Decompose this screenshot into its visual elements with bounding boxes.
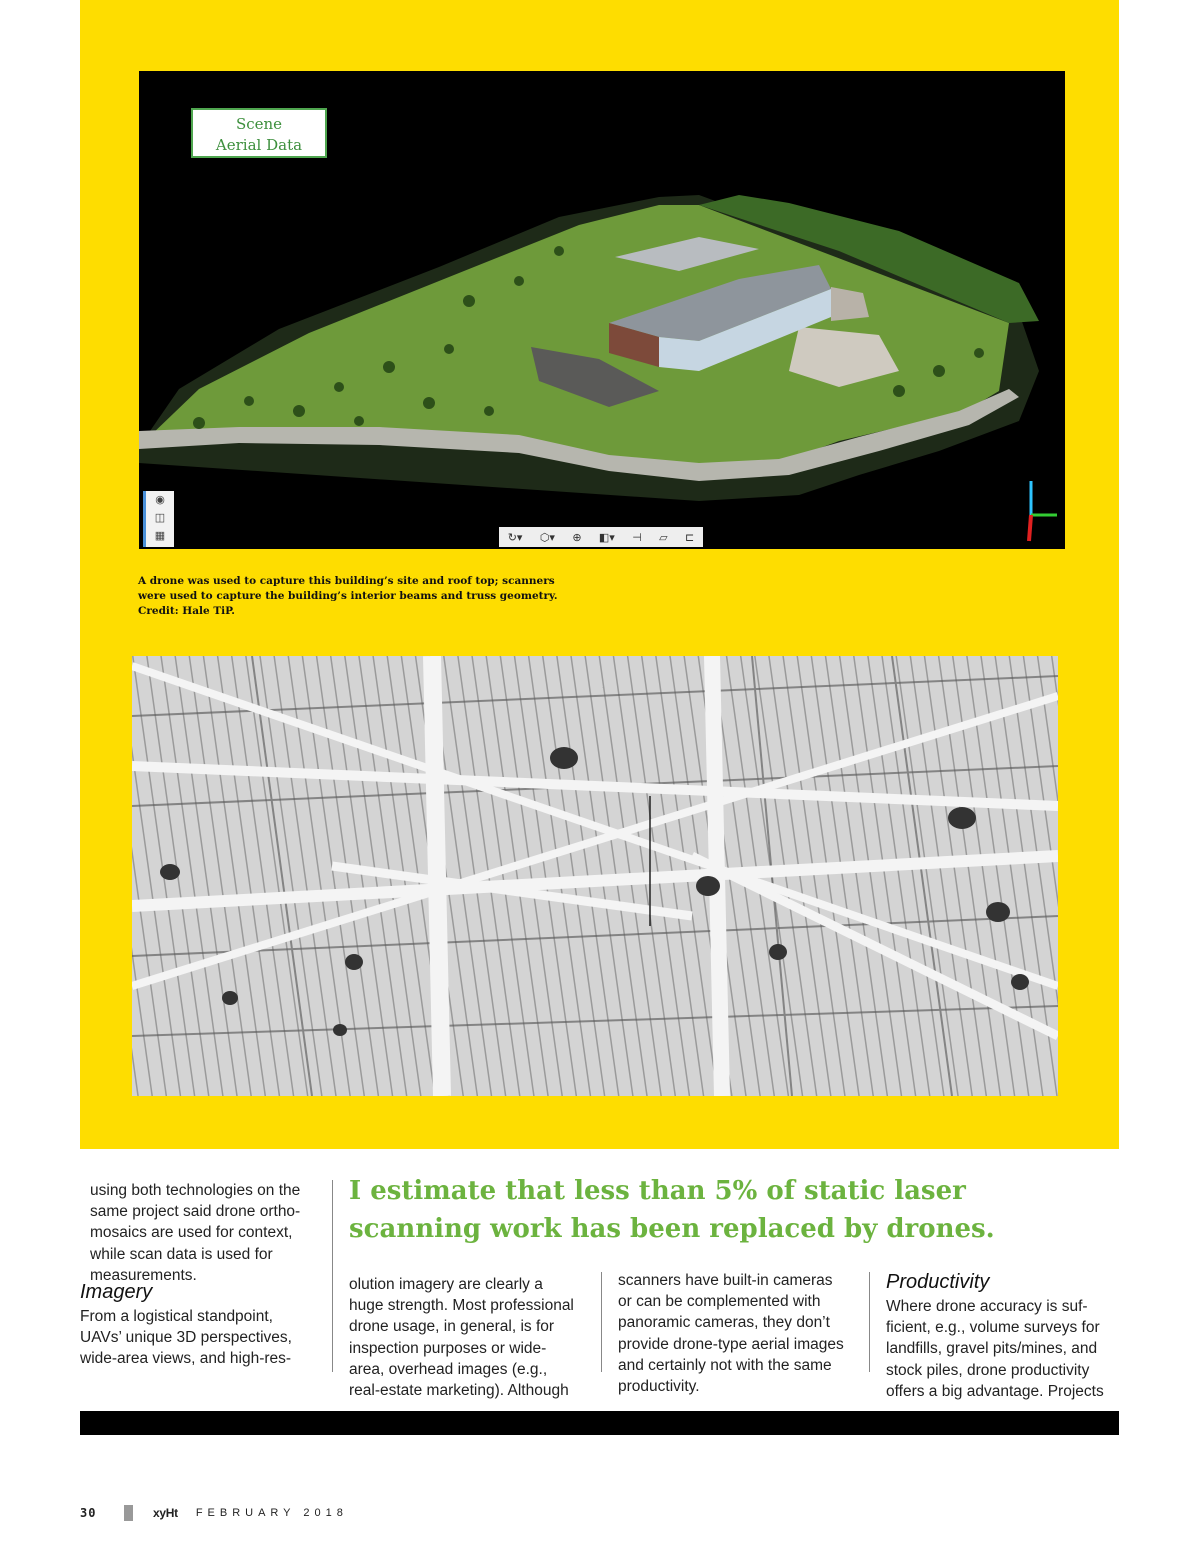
- body-line: landfills, gravel pits/mines, and: [886, 1340, 1098, 1358]
- article-column-1-bottom: [80, 1280, 315, 1370]
- viewer-side-toolbar: [143, 491, 174, 547]
- axis-gizmo-icon: [1021, 475, 1061, 545]
- eye-icon[interactable]: ◉: [155, 494, 165, 506]
- body-line: using both technologies on the: [90, 1182, 301, 1199]
- body-line: area, overhead images (e.g.,: [349, 1360, 548, 1378]
- body-line: drone usage, in general, is for: [349, 1318, 555, 1336]
- body-line: measurements.: [90, 1266, 197, 1284]
- scene-label-line-2: Aerial Data: [215, 136, 303, 154]
- body-line: olution imagery are clearly a: [349, 1276, 543, 1293]
- grid-icon[interactable]: ▦: [154, 530, 166, 542]
- box-icon[interactable]: ◧▾: [598, 531, 615, 544]
- body-line: mosaics are used for context,: [90, 1224, 293, 1242]
- body-line: UAVs’ unique 3D perspectives,: [80, 1329, 292, 1347]
- body-line: inspection purposes or wide-: [349, 1339, 547, 1357]
- scene-label-line-1: Scene: [235, 115, 283, 133]
- footer-black-bar: [80, 1411, 1119, 1435]
- body-line: provide drone-type aerial images: [618, 1335, 844, 1353]
- body-line: wide-area views, and high-res-: [80, 1350, 292, 1368]
- body-line: same project said drone ortho-: [90, 1203, 301, 1221]
- page-number: 30: [80, 1506, 97, 1520]
- body-line: ficient, e.g., volume surveys for: [886, 1319, 1100, 1337]
- column-divider: [869, 1272, 870, 1372]
- publication-name: xyHt: [153, 1506, 178, 1520]
- scene-aerial-data-label: [191, 108, 327, 158]
- body-line: offers a big advantage. Projects: [886, 1382, 1104, 1400]
- layers-icon[interactable]: ◫: [154, 512, 166, 524]
- article-column-4: [886, 1270, 1116, 1402]
- zoom-icon[interactable]: ⊕: [572, 531, 582, 544]
- pull-quote-line-1: I estimate that less than 5% of static laser: [349, 1176, 966, 1206]
- body-line: Where drone accuracy is suf-: [886, 1298, 1088, 1315]
- measure-icon[interactable]: ⊏: [685, 531, 695, 544]
- article-column-2: [349, 1274, 589, 1401]
- viewer-bottom-toolbar: [499, 527, 703, 547]
- body-line: productivity.: [618, 1378, 700, 1396]
- body-line: or can be complemented with: [618, 1293, 821, 1311]
- body-line: scanners have built-in cameras: [618, 1272, 833, 1289]
- article-column-3: [618, 1270, 858, 1397]
- body-line: From a logistical standpoint,: [80, 1308, 273, 1325]
- body-line: stock piles, drone productivity: [886, 1361, 1090, 1379]
- body-line: huge strength. Most professional: [349, 1297, 574, 1315]
- article-column-1-top: [90, 1180, 315, 1286]
- interior-scan-image: [132, 656, 1058, 1096]
- aerial-point-cloud-image: [139, 71, 1065, 549]
- pull-quote: [349, 1172, 1049, 1248]
- body-line: real-estate marketing). Although: [349, 1382, 569, 1400]
- pull-quote-line-2: scanning work has been replaced by drones.: [349, 1214, 995, 1244]
- cube-icon[interactable]: ⬡▾: [539, 531, 555, 544]
- body-line: while scan data is used for: [90, 1245, 273, 1263]
- page-footer: [80, 1503, 348, 1523]
- plane-icon[interactable]: ▱: [659, 531, 668, 544]
- body-line: and certainly not with the same: [618, 1356, 832, 1374]
- footer-divider-mark: [124, 1505, 133, 1521]
- caption-line-1: A drone was used to capture this building’s site and roof top; scanners: [138, 575, 555, 587]
- caption-line-2: were used to capture the building’s interior beams and truss geometry.: [138, 590, 558, 602]
- clip-icon[interactable]: ⊣: [632, 531, 642, 544]
- productivity-subhead: Productivity: [886, 1271, 990, 1293]
- issue-date: FEBRUARY 2018: [195, 1507, 348, 1519]
- column-divider: [332, 1180, 333, 1372]
- interior-truss-drawing: [132, 656, 1058, 1096]
- orbit-icon[interactable]: ↻▾: [507, 531, 523, 544]
- body-line: panoramic cameras, they don’t: [618, 1314, 830, 1332]
- figure-caption: [138, 574, 658, 619]
- column-divider: [601, 1272, 602, 1372]
- caption-credit: Credit: Hale TiP.: [138, 605, 235, 617]
- imagery-subhead: Imagery: [80, 1281, 153, 1303]
